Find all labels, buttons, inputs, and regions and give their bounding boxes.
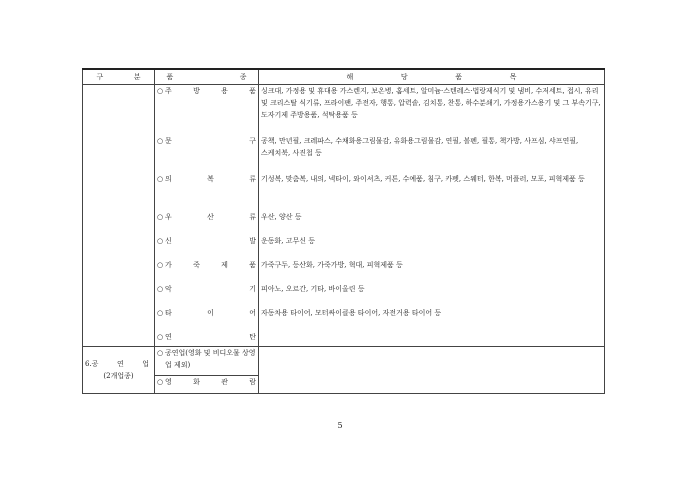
product-type-char: 타 [165,308,172,317]
header-items-char: 목 [509,73,517,81]
header-type-char: 품 [166,73,174,81]
product-type-name [165,331,256,343]
product-row [83,173,605,211]
product-type-char: 산 [207,212,214,221]
section-6-item-2-char: 화 [193,378,200,386]
section-6-row [83,347,605,394]
section-6-item-2-char: 관 [221,378,228,386]
bullet-circle: ○ [157,87,164,95]
bullet-circle: ○ [157,332,164,341]
product-type-char: 제 [221,260,228,269]
product-items-cell: 피아노, 오르간, 기타, 바이올린 등 [259,283,605,307]
product-row [83,235,605,259]
header-items-char: 당 [400,73,408,81]
product-items-cell: 기성복, 맞춤복, 내의, 넥타이, 와이셔츠, 커튼, 수예품, 침구, 카펫, 스웨터, 한복, 머플러, 모포, 피혁제품 등 [259,173,605,211]
product-items-cell: 운동화, 고무신 등 [259,235,605,259]
product-items-cell: 싱크대, 가정용 및 휴대용 가스렌지, 보온병, 홈세트, 알미늄·스텐레스·법랑제식기 및 냄비, 수저세트, 접시, 유리 및 크리스탈 식기류, 프라이팬, 주전자, 행통, 압력솥, 김치통, 찬통, 하수분쇄기, 가정용가스용기 및 그 부속기구, 도자기제 주방용품, 석탁용품 등 [259,85,605,135]
product-type-char: 이 [207,308,214,317]
product-type-char: 기 [249,284,256,293]
product-type-name [165,135,256,147]
section-6-types [155,347,259,394]
product-type-cell [155,173,259,211]
product-row [83,283,605,307]
product-type-char: 문 [165,136,172,145]
bullet-circle: ○ [157,136,164,145]
product-type-char: 우 [165,212,172,221]
section-6-sub: (2개업종) [103,372,134,380]
product-type-char: 신 [165,236,172,245]
product-row [83,85,605,135]
product-row [83,307,605,331]
header-type [155,69,259,85]
bullet-circle: ○ [157,212,164,221]
product-type-name [165,307,256,319]
product-type-cell [155,283,259,307]
product-row [83,135,605,173]
product-items-cell: 우산, 양산 등 [259,211,605,235]
product-type-char: 방 [193,87,200,95]
product-type-char: 의 [165,174,172,183]
section-6-desc [259,347,605,394]
product-type-name [165,211,256,223]
section-6-item-1: ○ 공연업(영화 및 비디오물 상영업 제외) [155,347,258,376]
product-type-cell [155,331,259,347]
product-type-char: 용 [221,87,228,95]
header-items [259,69,605,85]
product-type-cell [155,135,259,173]
header-items-char: 품 [455,73,463,81]
bullet-circle: ○ [157,308,164,317]
product-type-char: 죽 [193,260,200,269]
product-type-cell [155,259,259,283]
section-6-item-2-char: 람 [249,378,256,386]
product-row [83,211,605,235]
product-type-char: 류 [249,174,256,183]
section-6-item-2: ○ 영 화 관 람 [155,376,258,393]
section-6-item-1-text: 공연업(영화 및 비디오물 상영업 제외) [165,349,256,369]
product-type-char: 연 [165,332,172,341]
category-cell [83,85,155,347]
table-header-row [83,69,605,85]
section-6-label [83,347,155,394]
product-type-char: 품 [249,87,256,95]
product-type-char: 어 [249,308,256,317]
product-items-cell: 자동차용 타이어, 모터싸이클용 타이어, 자전거용 타이어 등 [259,307,605,331]
product-type-cell [155,235,259,259]
bullet-circle: ○ [157,260,164,269]
product-type-char: 구 [249,136,256,145]
bullet-circle: ○ [157,284,164,293]
header-category-char: 구 [96,73,104,81]
product-type-cell [155,85,259,135]
section-6-item-2-text [165,376,256,393]
product-items-cell: 공책, 만년필, 크레파스, 수채화용그림물감, 유화용그림물감, 연필, 볼펜, 필통, 책가방, 사프심, 샤프연필, 스케치북, 사진첩 등 [259,135,605,173]
product-type-name [165,259,256,271]
product-items-cell [259,331,605,347]
product-type-char: 주 [165,87,172,95]
product-type-name [165,235,256,247]
bullet-circle: ○ [157,174,164,183]
product-type-char: 품 [249,260,256,269]
product-type-char: 탄 [249,332,256,341]
product-type-name [165,85,256,97]
product-table [82,68,605,394]
product-type-char: 악 [165,284,172,293]
product-row [83,259,605,283]
product-type-cell [155,211,259,235]
product-type-char: 류 [249,212,256,221]
product-type-name [165,283,256,295]
product-type-cell [155,307,259,331]
section-6-item-2-char: 영 [165,378,172,386]
section-6-label-char: 업 [142,360,149,368]
product-items-cell: 가죽구두, 등산화, 가죽가방, 혁대, 피혁제품 등 [259,259,605,283]
section-6-label-char: 6.공 [85,360,99,368]
product-type-char: 가 [165,260,172,269]
header-items-char: 해 [346,73,354,81]
page-number: 5 [337,421,343,430]
product-type-name [165,173,256,185]
header-category [83,69,155,85]
bullet-circle: ○ [157,236,164,245]
header-type-char: 종 [239,73,247,81]
section-6-label-char: 연 [116,360,124,368]
product-row [83,331,605,347]
product-type-char: 복 [207,174,214,183]
product-type-char: 발 [249,236,256,245]
header-category-char: 분 [133,73,141,81]
